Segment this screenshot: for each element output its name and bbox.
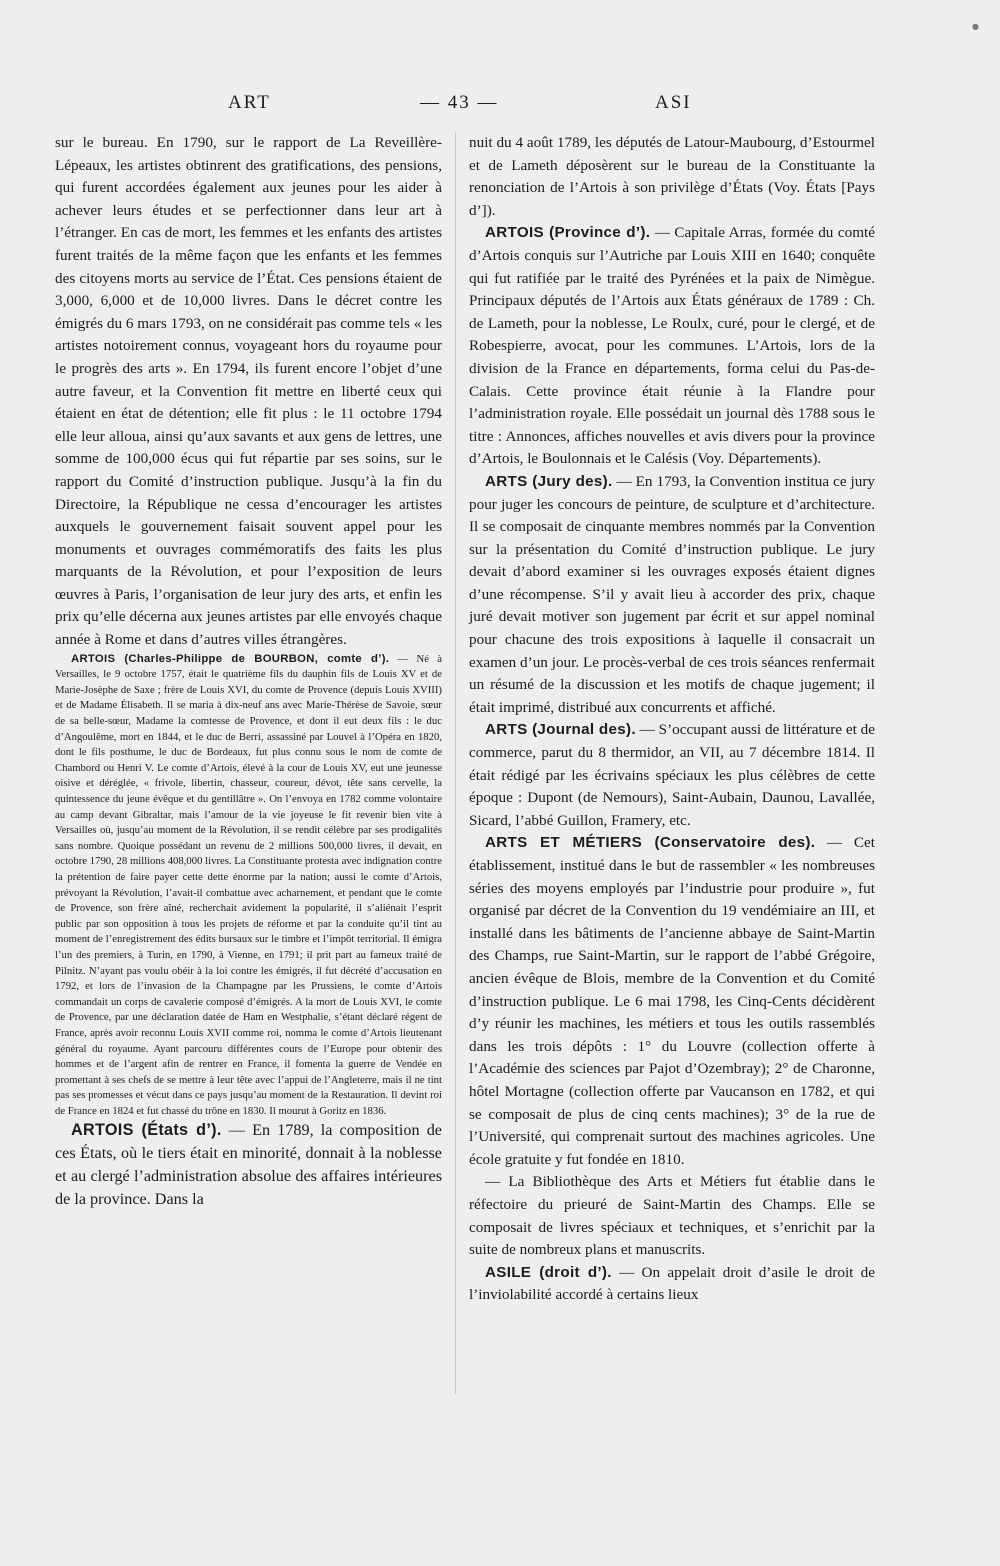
entry-arts-journal [469, 719, 875, 832]
entry-heading-artois-etats: ARTOIS (États d’). [71, 1121, 222, 1140]
entry-artois-etats [55, 1119, 442, 1211]
entry-heading-asile: ASILE (droit d’). [485, 1263, 612, 1281]
entry-heading-artois-province: ARTOIS (Province d’). [485, 224, 651, 242]
entry-text-asile: — On appelait droit d’asile le droit de l’inviolabilité accordé à certains lieux [469, 1263, 876, 1304]
entry-asile [469, 1262, 875, 1307]
entry-artois-charles [55, 652, 442, 1120]
entry-heading-arts-jury: ARTS (Jury des). [485, 472, 613, 490]
arts-continuation-paragraph: sur le bureau. En 1790, sur le rapport de La Reveillère-Lépeaux, les artistes obtinrent des gratifications, des pensions, qui furent accordées également aux jeunes pour les aider à achever leurs études et se perfectionner dans leur art à l’étranger. En cas de mort, les femmes et les enfants des artistes furent traités de la même façon que les enfants et les femmes des citoyens morts au service de l’État. Ces pensions étaient de 3,000, 6,000 et de 10,000 livres. Dans le décret contre les émigrés du 6 mars 1793, on ne considérait pas comme tels « les artistes notoirement connus, voyageant hors du royaume pour le progrès des arts ». En 1794, ils furent encore l’objet d’une autre faveur, et la Convention fit mettre en liberté ceux qui étaient en état de détention; elle fit plus : le 11 octobre 1794 elle leur alloua, ainsi qu’aux savants et aux gens de lettres, une somme de 100,000 écus qui fut répartie par ses soins, sur le rapport du Comité d’instruction publique. Jusqu’à la fin du Directoire, la République ne cessa d’encourager les artistes auxquels le gouvernement faisait souvent appel pour les monuments et ouvrages commémoratifs des faits les plus marquants de la Révolution, et pour l’exposition de leurs œuvres à Paris, l’organisation de leur jury des arts, et enfin les prix qu’elle décerna aux jeunes artistes par elle envoyés chaque année à Rome et dans d’autres villes étrangères. [55, 134, 442, 649]
entry-heading-arts-metiers: ARTS ET MÉTIERS (Conservatoire des). [485, 834, 816, 852]
left-column [55, 132, 442, 1211]
entry-heading-arts-journal: ARTS (Journal des). [485, 721, 636, 739]
bibliotheque-paragraph: — La Bibliothèque des Arts et Métiers fut établie dans le réfectoire du prieuré de Saint-Martin des Champs. Elle se composait de livres spéciaux et techniques, et s’enrichit par la suite de nombreux plans et manuscrits. [469, 1173, 875, 1259]
entry-text-arts-jury: — En 1793, la Convention institua ce jury pour juger les concours de peinture, de sculpture et d’architecture. Il se composait de cinquante membres nommés par la Convention sur la présentation du Comité d’instruction publique. Le jury devait d’abord examiner si les ouvrages exposés étaient dignes d’une récompense. S’il y avait lieu à accorder des prix, chaque juré devait motiver son jugement par écrit et sur appel nominal pour chacune des trois expositions à laquelle il consacrait un examen d’un jour. Le procès-verbal de ces trois séances renfermait un résumé de la discussion et les motifs de chaque jugement; il était imprimé, distribué aux concurrents et affiché. [469, 472, 875, 716]
entry-text-artois-charles: — Né à Versailles, le 9 octobre 1757, était le quatrième fils du dauphin fils de Louis XV et de Marie-Josèphe de Saxe ; frère de Louis XVI, du comte de Provence (depuis Louis XVIII) et de Madame Élisabeth. Il se maria à dix-neuf ans avec Marie-Thérèse de Savoie, sœur de sa belle-sœur, Madame la comtesse de Provence, et dont il eut deux fils : le duc d’Angoulême, mort en 1844, et le duc de Berri, assassiné par Louvel à l’Opéra en 1820, dont le fils posthume, le duc de Bordeaux, fut plus connu sous le nom de comte de Chambord ou Henri V. Le comte d’Artois, élevé à la cour de Louis XV, eut une jeunesse oisive et déréglée, « frivole, libertin, chasseur, coureur, dévot, tête sans cervelle, la quintessence du jeune évêque et du gentillâtre ». On l’envoya en 1782 comme volontaire au camp devant Gibraltar, mais l’amour de la vie joyeuse le fit revenir bien vite à Versailles où, jusqu’au moment de la Révolution, il se rendit célèbre par ses prodigalités sans nombre. Quoique possédant un revenu de 2 millions 500,000 livres, il devait, en octobre 1790, 28 millions 408,000 livres. La Constituante protesta avec indignation contre la prétention de faire payer cette dette énorme par la nation; aussi le comte d’Artois, prévoyant la Révolution, l’avait-il combattue avec acharnement, et pendant que le comte de Provence, son frère aîné, recherchait avidement la popularité, il s’aliénait l’esprit public par son opposition à tous les projets de réforme et par la conduite qu’il tint au moment de l’enregistrement des édits bursaux sur le timbre et l’impôt territorial. Il émigra l’un des premiers, à Turin, en 1790, à Vienne, en 1791; il prit part au fameux traité de Pilnitz. N’ayant pas voulu obéir à la loi contre les émigrés, il fut décrété d’accusation en 1792, et lors de l’invasion de la Champagne par les Prussiens, le comte d’Artois commandait un corps de cavalerie composé d’émigrés. A la mort de Louis XVI, le comte de Provence, par une déclaration datée de Ham en Westphalie, s’étant déclaré régent de France, après avoir reconnu Louis XVII comme roi, nomma le comte d’Artois lieutenant général du royaume. Ayant parcouru différentes cours de l’Europe pour obtenir des hommes et de l’argent afin de rentrer en France, il fomenta la guerre de Vendée en promettant à ses chefs de se mettre à leur tête avec l’appui de l’Angleterre, mais il ne tint pas ses promesses et vécut dans ce pays jusqu’au moment de la Restauration. Il devint roi de France en 1824 et fut chassé du trône en 1830. Il mourut à Goritz en 1836. [55, 652, 442, 1117]
artois-etats-continuation: nuit du 4 août 1789, les députés de Latour-Maubourg, d’Estourmel et de Lameth déposèrent sur le bureau de la Constituante la renonciation de l’Artois à son privilège d’États (Voy. États [Pays d’]). [469, 134, 875, 219]
entry-arts-jury [469, 471, 875, 720]
entry-arts-metiers [469, 832, 875, 1171]
column-divider [455, 132, 456, 1394]
entry-text-arts-metiers: — Cet établissement, institué dans le but de rassembler « les nombreuses séries des moyens employés par l’industrie pour produire », fut organisé par décret de la Convention du 19 vendémiaire an III, et installé dans les bâtiments de l’ancienne abbaye de Saint-Martin des Champs, rue Saint-Martin, sur le rapport de l’abbé Grégoire, ancien évêque de Blois, membre de la Convention et du Comité d’instruction publique. Le 6 mai 1798, les Cinq-Cents décidèrent d’y réunir les machines, les métiers et tous les outils rassemblés dans les trois dépôts : 1° du Louvre (collection offerte à l’Académie des sciences par Pajot d’Ozembray); 2° de Charonne, hôtel Mortagne (collection offerte par Vaucanson en 1782, et qui se composait de plus de cinq cents machines); 3° de la rue de l’Université, qui comprenait surtout des machines agricoles. Une école gratuite y fut fondée en 1810. [469, 834, 876, 1168]
entry-artois-province [469, 222, 875, 471]
entry-text-arts-journal: — S’occupant aussi de littérature et de commerce, parut du 8 thermidor, an VII, au 7 décembre 1814. Il était rédigé par les écrivains spéciaux les plus célèbres de cette époque : Dupont (de Nemours), Saint-Aubain, Daunou, Lavallée, Sicard, l’abbé Guillon, Framery, etc. [469, 721, 876, 829]
entry-text-artois-province: — Capitale Arras, formée du comté d’Artois conquis sur l’Autriche par Louis XIII en 1640; conquête qui fut ratifiée par le traité des Pyrénées et la paix de Nimègue. Principaux députés de l’Artois aux États généraux de 1789 : Ch. de Lameth, pour la noblesse, Le Roulx, curé, pour le clergé, et de Robespierre, avocat, pour les communes. L’Artois, lors de la division de la France en départements, forma celui du Pas-de-Calais. Cette province était réunie à la Flandre pour l’administration royale. Elle possédait un journal dès 1788 sous le titre : Annonces, affiches nouvelles et avis divers pour la province d’Artois, le Boulonnais et le Calésis (Voy. Départements). [469, 224, 875, 468]
header-left-word: ART [228, 92, 271, 113]
entry-heading-artois-charles: ARTOIS (Charles-Philippe de BOURBON, comte d’). [71, 652, 390, 665]
entry-text-artois-etats: — En 1789, la composition de ces États, où le tiers était en minorité, donnait à la noblesse et au clergé l’administration absolue des affaires intérieures de la province. Dans la [55, 1121, 442, 1209]
header-right-word: ASI [655, 92, 692, 113]
running-header [0, 92, 1000, 122]
corner-mark: ● [972, 22, 979, 31]
right-column [469, 132, 875, 1307]
page-number: — 43 — [420, 92, 499, 113]
